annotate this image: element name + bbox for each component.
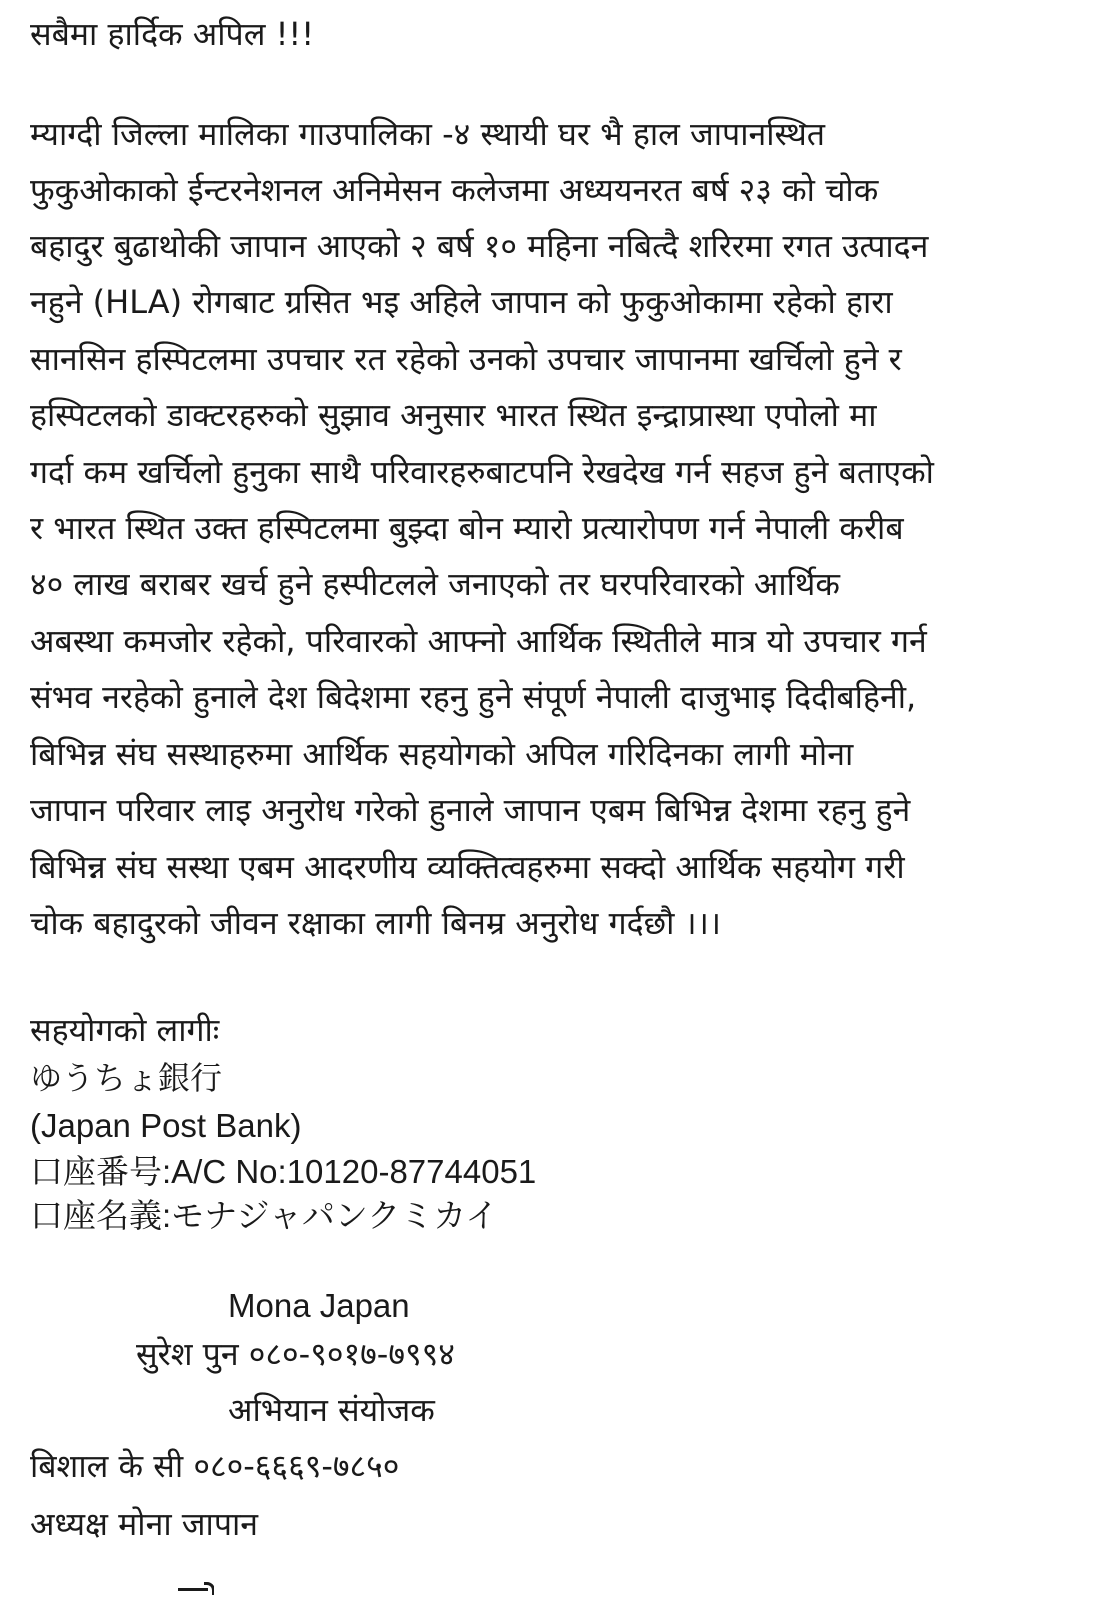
coordinator-contact: सुरेश पुन ०८०-९०१७-७९९४ [136, 1335, 455, 1373]
body-line: संभव नरहेको हुनाले देश बिदेशमा रहनु हुने संपूर्ण नेपाली दाजुभाइ दिदीबहिनी, [30, 678, 917, 716]
account-name: 口座名義:モナジャパンクミカイ [30, 1197, 499, 1234]
body-line: अबस्था कमजोर रहेको, परिवारको आफ्नो आर्थिक स्थितीले मात्र यो उपचार गर्न [30, 622, 927, 660]
body-line: ४० लाख बराबर खर्च हुने हस्पीटलले जनाएको तर घरपरिवारको आर्थिक [30, 565, 840, 603]
org-name: Mona Japan [228, 1287, 410, 1324]
body-line: नहुने (HLA) रोगबाट ग्रसित भइ अहिले जापान को फुकुओकामा रहेको हारा [30, 283, 893, 321]
body-line: बहादुर बुढाथोकी जापान आएको २ बर्ष १० महिना नबित्दै शरिरमा रगत उत्पादन [30, 227, 929, 265]
body-line: गर्दा कम खर्चिलो हुनुका साथै परिवारहरुबाटपनि रेखदेख गर्न सहज हुने बताएको [30, 453, 934, 491]
coordinator-title: अभियान संयोजक [228, 1391, 435, 1429]
body-line: हस्पिटलको डाक्टरहरुको सुझाव अनुसार भारत स्थित इन्द्राप्रास्था एपोलो मा [30, 396, 877, 434]
bank-name-english: (Japan Post Bank) [30, 1107, 302, 1144]
body-line: चोक बहादुरको जीवन रक्षाका लागी बिनम्र अनुरोध गर्दछौ ।।। [30, 904, 721, 942]
body-line: बिभिन्न संघ सस्थाहरुमा आर्थिक सहयोगको अपिल गरिदिनका लागी मोना [30, 735, 854, 773]
appeal-heading: सबैमा हार्दिक अपिल !!! [30, 15, 315, 53]
support-label: सहयोगको लागीः [30, 1011, 220, 1049]
body-line: सानसिन हस्पिटलमा उपचार रत रहेको उनको उपचार जापानमा खर्चिलो हुने र [30, 340, 902, 378]
president-contact: बिशाल के सी ०८०-६६६९-७८५० [30, 1447, 400, 1485]
account-number: 口座番号:A/C No:10120-87744051 [30, 1153, 537, 1190]
body-line: र भारत स्थित उक्त हस्पिटलमा बुझ्दा बोन म्यारो प्रत्यारोपण गर्न नेपाली करीब [30, 509, 904, 547]
body-line: बिभिन्न संघ सस्था एबम आदरणीय व्यक्तित्वहरुमा सक्दो आर्थिक सहयोग गरी [30, 848, 905, 886]
body-line: म्याग्दी जिल्ला मालिका गाउपालिका -४ स्थायी घर भै हाल जापानस्थित [30, 115, 826, 153]
body-line: फुकुओकाको ईन्टरनेशनल अनिमेसन कलेजमा अध्ययनरत बर्ष २३ को चोक [30, 171, 879, 209]
bank-name-japanese: ゆうちょ銀行 [30, 1059, 223, 1097]
cut-off-text-fragment [168, 1582, 214, 1600]
body-line: जापान परिवार लाइ अनुरोध गरेको हुनाले जापान एबम बिभिन्न देशमा रहनु हुने [30, 791, 911, 829]
president-title: अध्यक्ष मोना जापान [30, 1505, 259, 1543]
